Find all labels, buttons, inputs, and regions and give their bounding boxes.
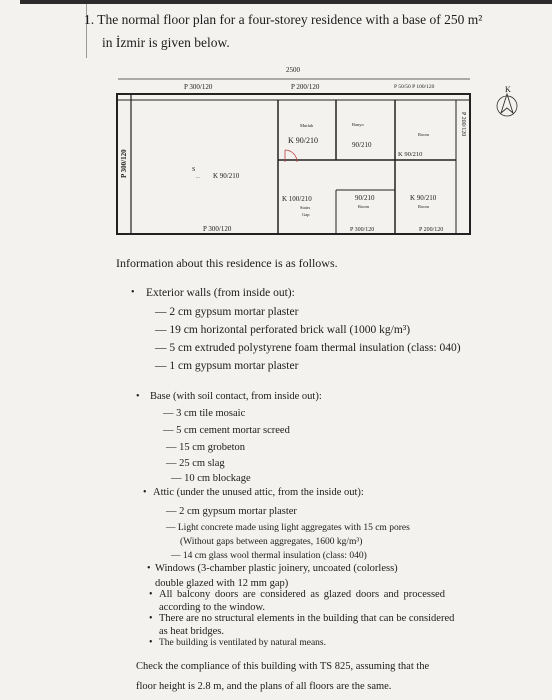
- question-text: [84, 8, 524, 54]
- top-border: [20, 0, 552, 4]
- question-line-1: 1. The normal floor plan for a four-storey residence with a base of 250 m²: [84, 12, 483, 27]
- question-line-2: in İzmir is given below.: [102, 35, 230, 50]
- exterior-item: — 19 cm horizontal perforated brick wall (1000 kg/m³): [155, 324, 411, 336]
- plan-label-p-br: P 200/120: [419, 227, 444, 233]
- base-item: — 15 cm grobeton: [166, 442, 246, 453]
- windows-line-1: Windows (3-chamber plastic joinery, uncoated (colorless): [155, 563, 398, 574]
- plan-label-p3: P 50/50 P 100/120: [394, 84, 435, 90]
- plan-label-room: Room: [418, 132, 430, 137]
- plan-label-mutfak: Mutfak: [300, 123, 314, 128]
- structural-line-2: as heat bridges.: [159, 626, 225, 637]
- plan-label-p-left: P 300/120: [120, 149, 128, 178]
- bullet-dot: •: [149, 637, 153, 648]
- balcony-line-2: according to the window.: [159, 602, 266, 613]
- base-item: — 3 cm tile mosaic: [163, 408, 246, 419]
- plan-outer-wall: [117, 94, 470, 234]
- plan-label-room3: Room: [418, 204, 430, 209]
- floor-plan: [0, 60, 552, 245]
- base-item: — 5 cm cement mortar screed: [163, 425, 290, 436]
- base-item: — 10 cm blockage: [171, 473, 251, 484]
- attic-item: — Light concrete made using light aggregates with 15 cm pores: [166, 523, 410, 533]
- plan-label-k-main: K 90/210: [213, 172, 240, 180]
- bullet-dot: •: [149, 589, 153, 600]
- plan-label-s: S: [192, 167, 196, 173]
- plan-width-dim: 2500: [286, 66, 300, 74]
- balcony-line-1: All balcony doors are considered as glazed doors and processed: [159, 589, 445, 600]
- attic-item: (Without gaps between aggregates, 1600 kg/m³): [180, 537, 363, 547]
- plan-label-banyo: Banyo: [352, 122, 364, 127]
- plan-label-p-right: P 200/120: [460, 112, 466, 137]
- structural-line-1: There are no structural elements in the building that can be considered: [159, 613, 455, 624]
- plan-label-d-room2: 90/210: [355, 194, 375, 202]
- plan-label-d-bath: 90/210: [352, 141, 372, 149]
- bullet-dot: •: [149, 613, 153, 624]
- windows-line-2: double glazed with 12 mm gap): [155, 578, 289, 589]
- base-title: Base (with soil contact, from inside out):: [150, 391, 322, 402]
- exterior-item: — 1 cm gypsum mortar plaster: [155, 360, 299, 372]
- bullet-dot: •: [147, 563, 151, 574]
- plan-label-room2: Room: [358, 204, 370, 209]
- plan-label-stair2: Gap: [302, 212, 310, 217]
- plan-label-k-r: K 90/210: [398, 151, 423, 158]
- plan-label-k-mid: K 90/210: [288, 136, 318, 145]
- exterior-item: — 2 cm gypsum mortar plaster: [155, 306, 299, 318]
- check-line-1: Check the compliance of this building with TS 825, assuming that the: [136, 661, 430, 672]
- ventilation-text: The building is ventilated by natural means.: [159, 638, 327, 648]
- base-item: — 25 cm slag: [166, 458, 225, 469]
- attic-item: — 2 cm gypsum mortar plaster: [166, 506, 297, 517]
- exterior-title: Exterior walls (from inside out):: [146, 287, 295, 299]
- attic-title: Attic (under the unused attic, from the inside out):: [153, 487, 364, 498]
- plan-label-p1: P 300/120: [184, 83, 213, 91]
- plan-label-stair1: Stairs: [300, 205, 311, 210]
- bullet-dot: •: [143, 487, 147, 498]
- north-label: K: [505, 85, 511, 94]
- plan-label-k-r2: K 90/210: [410, 194, 437, 202]
- bullet-dot: •: [136, 391, 140, 402]
- north-arrow-icon: [497, 85, 517, 116]
- check-line-2: floor height is 2.8 m, and the plans of all floors are the same.: [136, 681, 392, 692]
- plan-label-s2: ...: [196, 175, 200, 180]
- plan-label-p-bm: P 300/120: [350, 227, 375, 233]
- plan-label-p2: P 200/120: [291, 83, 320, 91]
- plan-label-p-bl: P 300/120: [203, 225, 232, 233]
- exterior-item: — 5 cm extruded polystyrene foam thermal insulation (class: 040): [155, 342, 461, 354]
- attic-item: — 14 cm glass wool thermal insulation (class: 040): [171, 551, 367, 561]
- plan-label-k-stair: K 100/210: [282, 195, 312, 203]
- info-heading: Information about this residence is as follows.: [116, 256, 338, 270]
- bullet-dot: •: [131, 287, 135, 298]
